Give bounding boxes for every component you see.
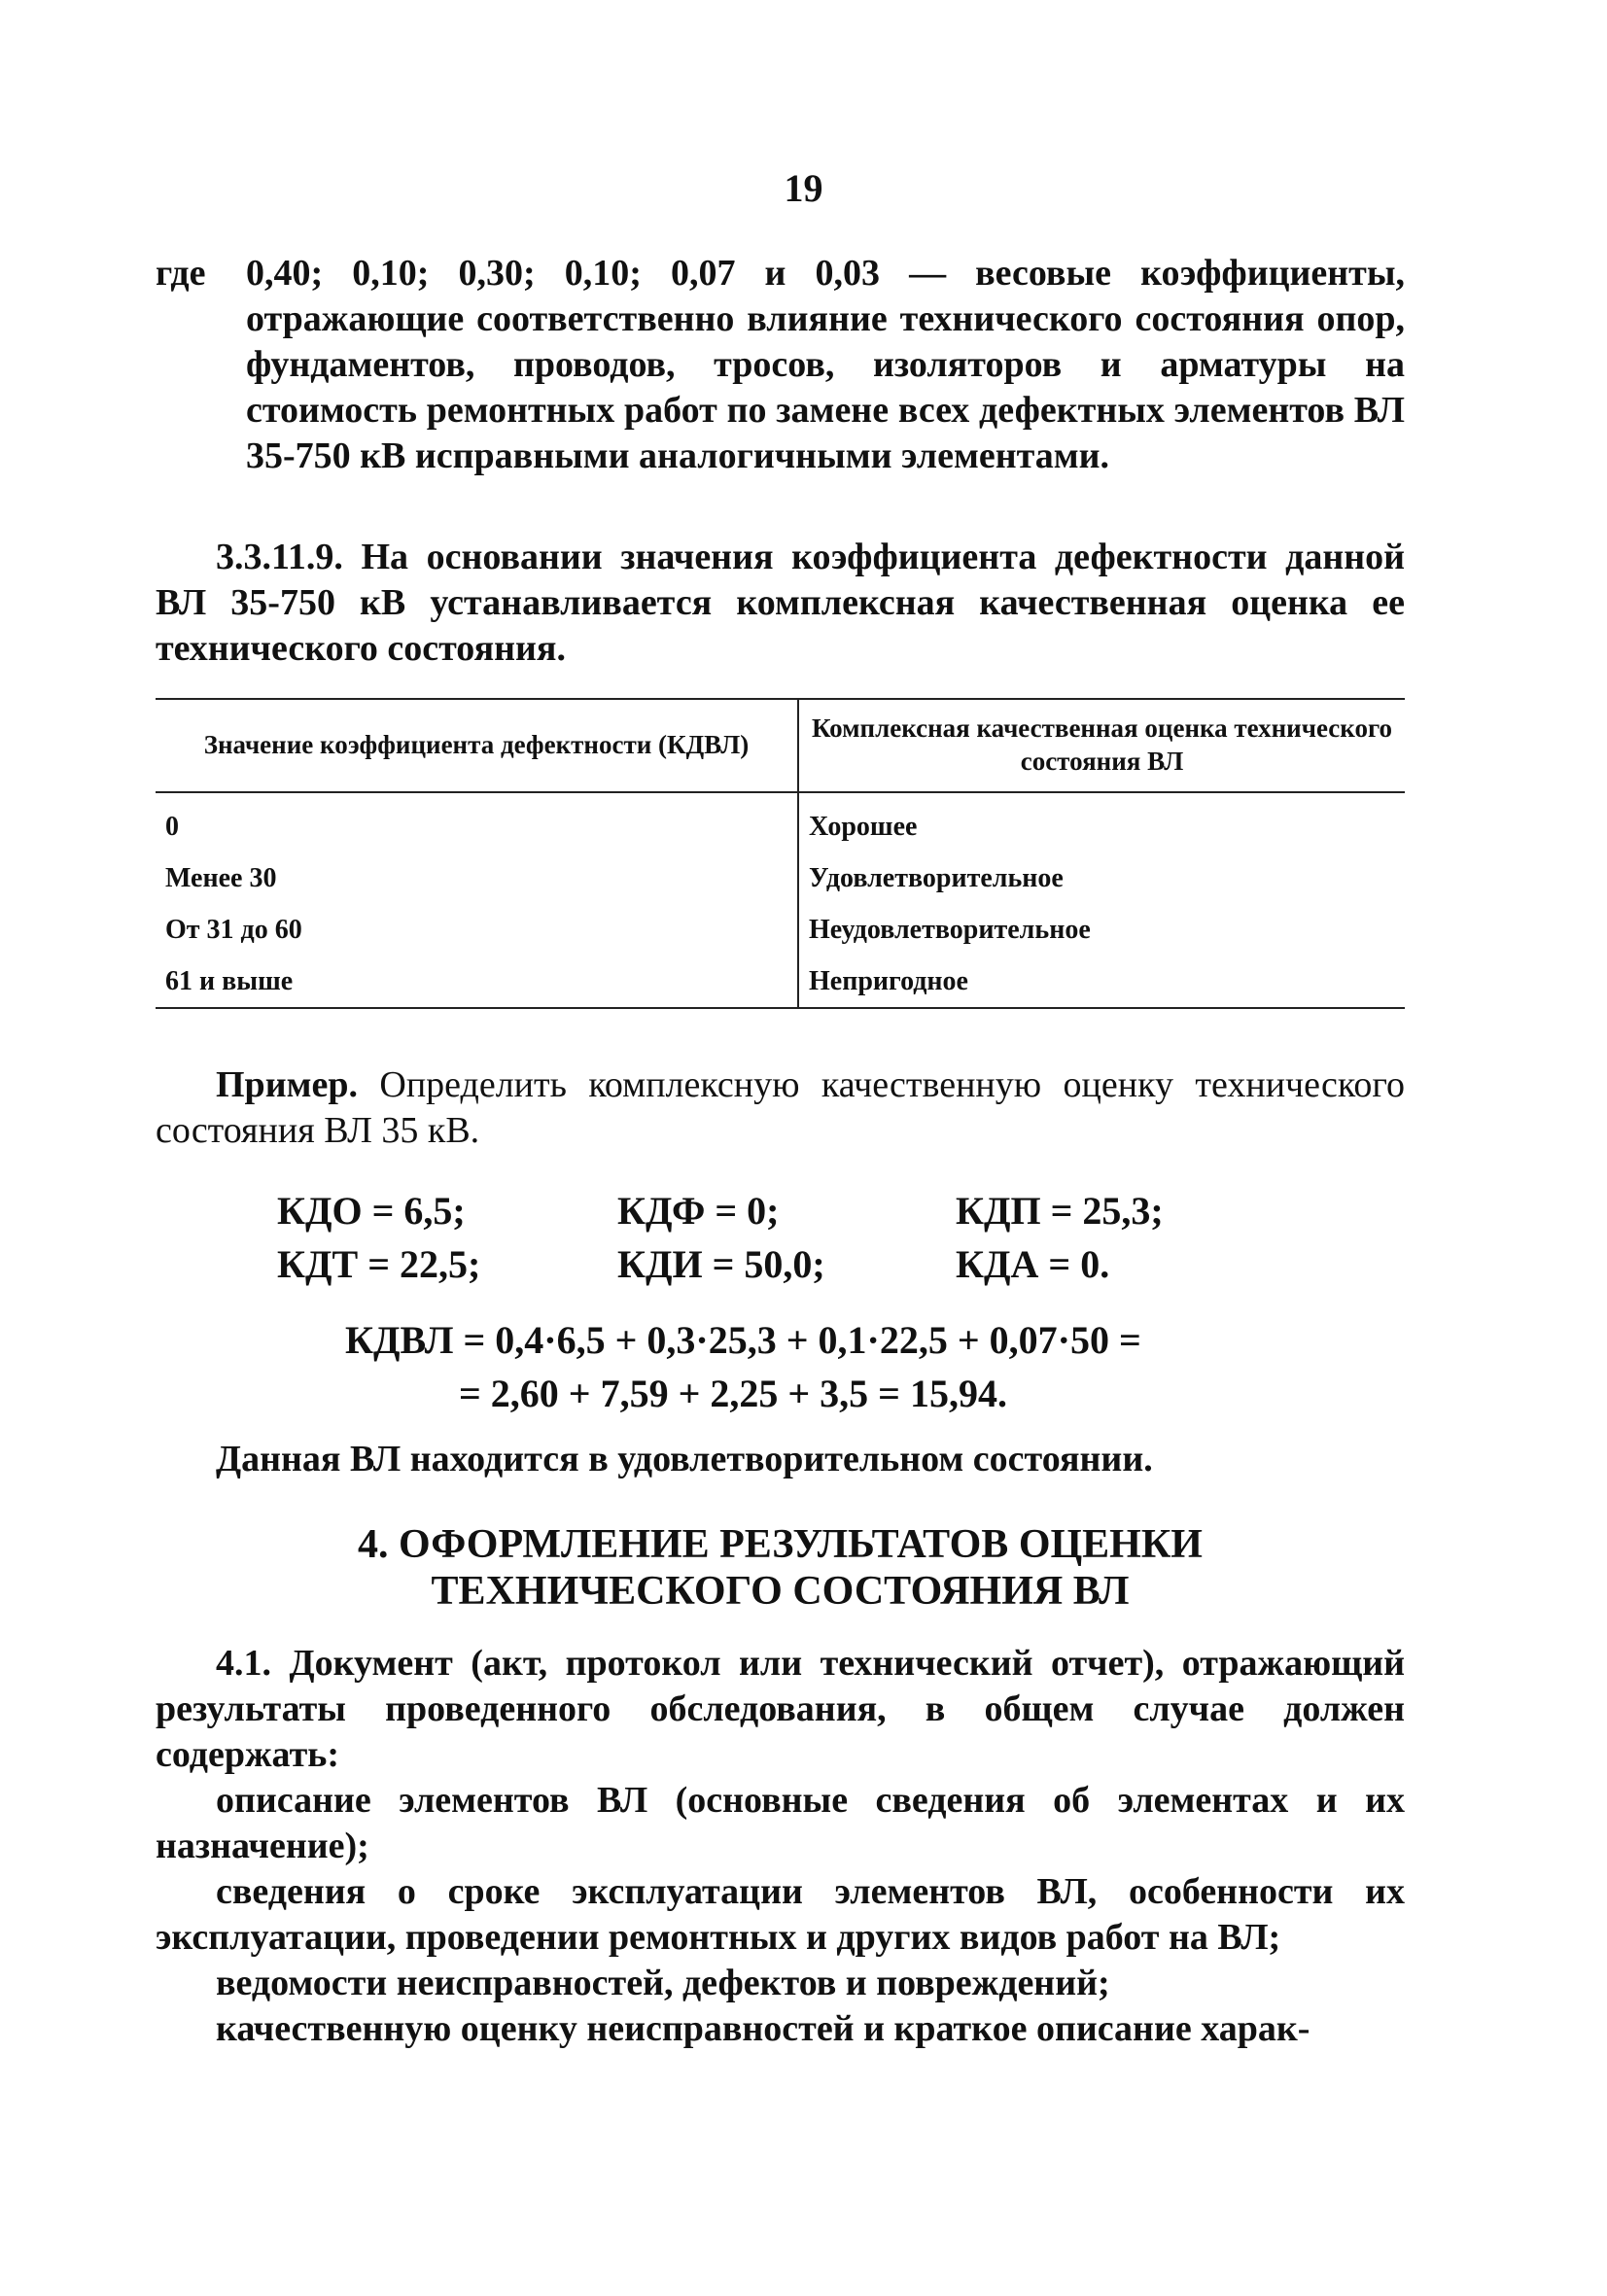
- section-heading: [156, 1521, 1405, 1615]
- where-block: [156, 251, 1405, 479]
- page-number: 19: [784, 166, 823, 210]
- table-cell: 0: [156, 792, 798, 852]
- example-label: Пример.: [216, 1064, 358, 1105]
- table-cell: Неудовлетворительное: [809, 914, 1091, 945]
- table-header-row: [156, 699, 1405, 792]
- table-cell: 61 и выше: [156, 956, 798, 1008]
- table-row: [156, 792, 1405, 852]
- list-item: сведения о сроке эксплуатации элементов ВЛ, особенности их эксплуатации, проведении ремонтных и других видов работ на ВЛ;: [156, 1871, 1405, 1958]
- table-row: [156, 956, 1405, 1008]
- paragraph-text: 3.3.11.9. На основании значения коэффициента дефектности данной ВЛ 35-750 кВ устанавливается комплексная качественная оценка ее технического состояния.: [156, 537, 1405, 669]
- where-label: где: [156, 253, 206, 294]
- paragraph-3-3-11-9: [156, 535, 1405, 672]
- list-item: ведомости неисправностей, дефектов и повреждений;: [216, 1963, 1110, 2003]
- value-kdf: КДФ = 0;: [617, 1189, 780, 1233]
- value-kda: КДА = 0.: [956, 1242, 1110, 1286]
- value-kdp: КДП = 25,3;: [956, 1189, 1164, 1233]
- table-cell: Непригодное: [798, 956, 1405, 1008]
- example-text: Определить комплексную качественную оценку технического состояния ВЛ 35 кВ.: [156, 1064, 1405, 1151]
- section-heading-line-1: 4. ОФОРМЛЕНИЕ РЕЗУЛЬТАТОВ ОЦЕНКИ: [358, 1522, 1203, 1567]
- calc-line-2: = 2,60 + 7,59 + 2,25 + 3,5 = 15,94.: [459, 1372, 1007, 1415]
- table-cell: Хорошее: [809, 811, 918, 842]
- calc-line-1: КДВЛ = 0,4·6,5 + 0,3·25,3 + 0,1·22,5 + 0,07·50 =: [345, 1318, 1141, 1362]
- column-header-coefficient: Значение коэффициента дефектности (КДВЛ): [156, 699, 798, 792]
- list-item: качественную оценку неисправностей и краткое описание харак-: [216, 2008, 1310, 2049]
- table-cell: От 31 до 60: [156, 904, 798, 956]
- section-heading-line-2: ТЕХНИЧЕСКОГО СОСТОЯНИЯ ВЛ: [431, 1569, 1130, 1614]
- where-text: 0,40; 0,10; 0,30; 0,10; 0,07 и 0,03 — весовые коэффициенты, отражающие соответственно влияние технического состояния опор, фундаментов, проводов, тросов, изоляторов и арматуры на стоимость ремонтных работ по замене всех дефектных элементов ВЛ 35-750 кВ исправными аналогичными элементами.: [246, 253, 1405, 476]
- table-row: [156, 852, 1405, 904]
- table-row: [156, 904, 1405, 956]
- table-cell: Менее 30: [156, 852, 798, 904]
- conclusion-paragraph: [156, 1437, 1405, 1482]
- value-kdo: КДО = 6,5;: [277, 1189, 466, 1233]
- paragraph-4-1: [156, 1641, 1405, 2052]
- table-cell: Удовлетворительное: [809, 862, 1064, 893]
- paragraph-4-1-text: 4.1. Документ (акт, протокол или технический отчет), отражающий результаты проведенного обследования, в общем случае должен содержать:: [156, 1643, 1405, 1775]
- assessment-table: [156, 698, 1405, 1009]
- list-item: описание элементов ВЛ (основные сведения об элементах и их назначение);: [156, 1780, 1405, 1866]
- value-kdi: КДИ = 50,0;: [617, 1242, 825, 1286]
- example-paragraph: [156, 1062, 1405, 1154]
- column-header-assessment: Комплексная качественная оценка технического состояния ВЛ: [798, 699, 1405, 792]
- value-kdt: КДТ = 22,5;: [277, 1242, 481, 1286]
- conclusion-text: Данная ВЛ находится в удовлетворительном состоянии.: [216, 1439, 1153, 1479]
